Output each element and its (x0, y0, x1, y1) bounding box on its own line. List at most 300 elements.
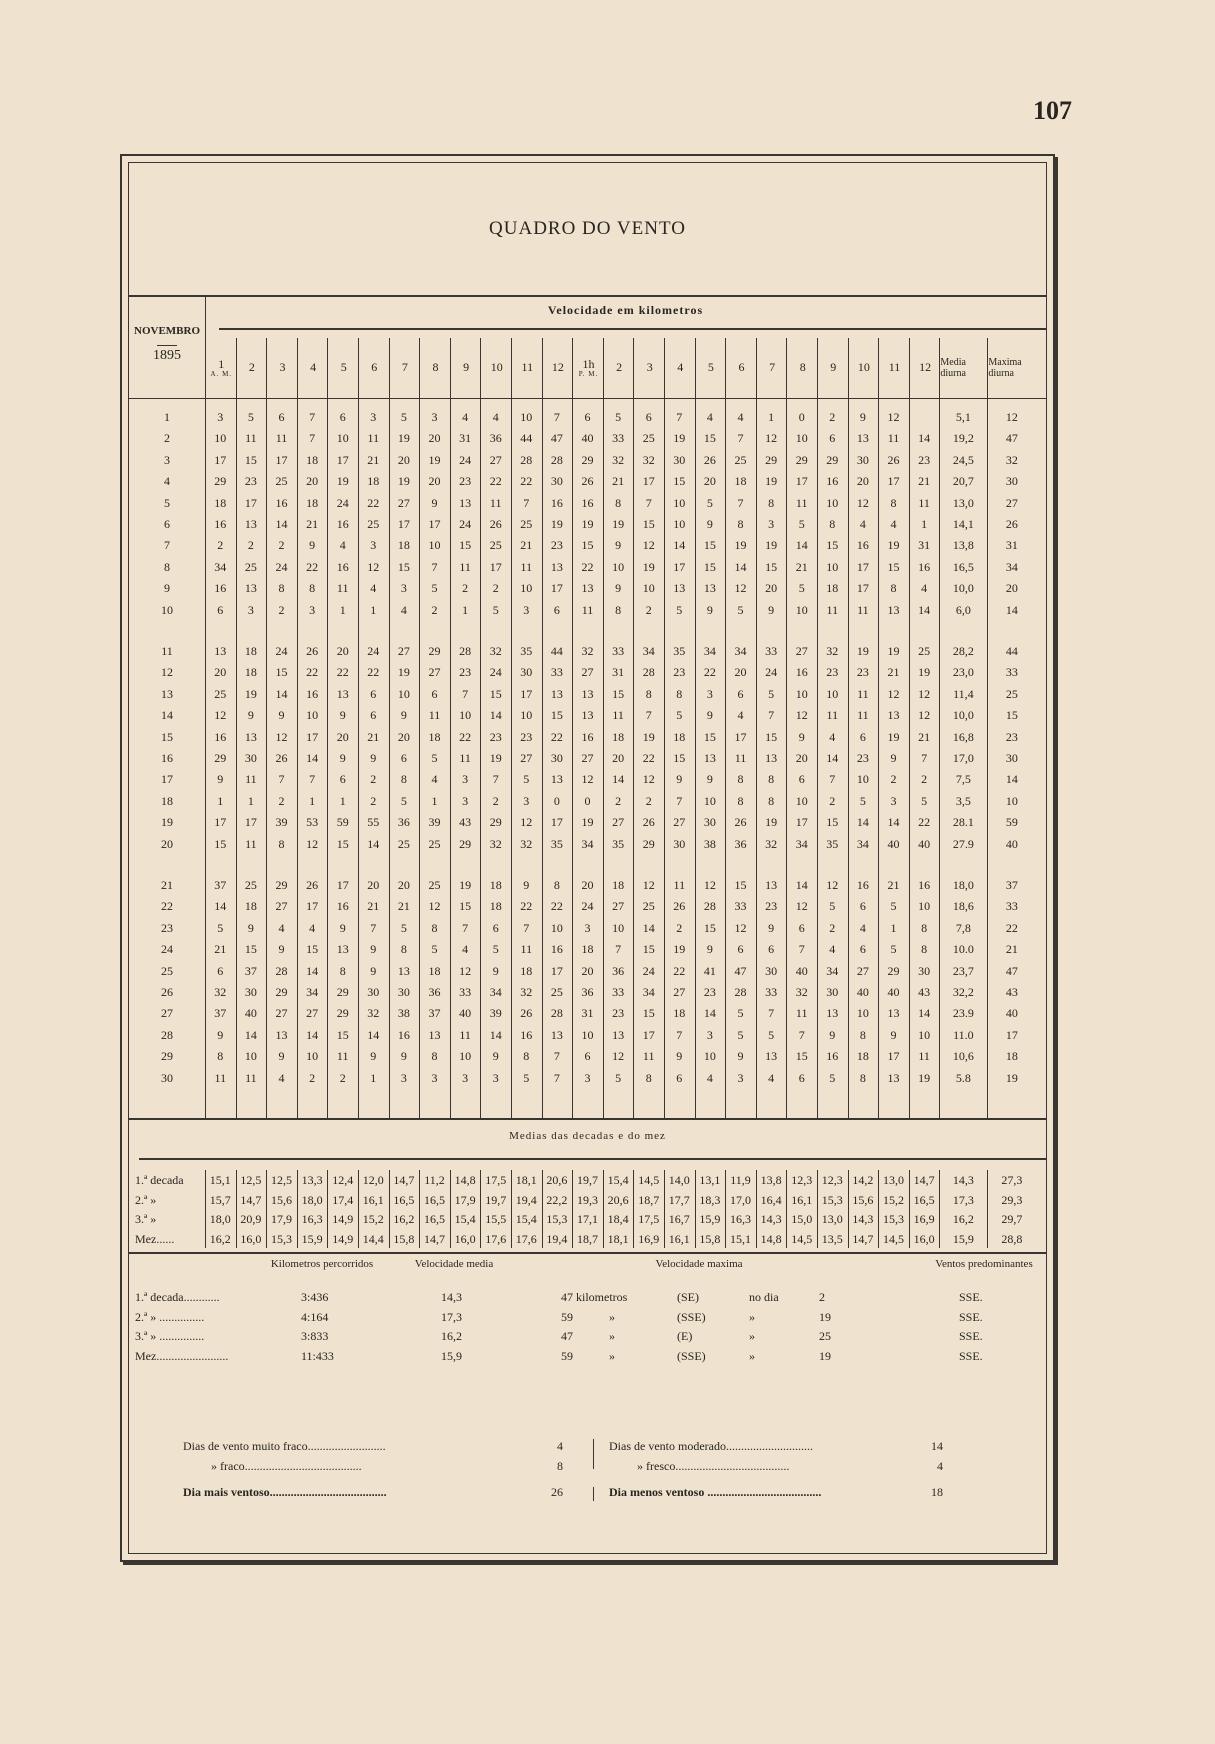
value-cell: 2 (829, 920, 836, 935)
value-cell: 6 (798, 772, 805, 787)
value-cell: 7 (768, 708, 775, 723)
value-cell: 37 (214, 1006, 227, 1021)
value-cell: 35 (612, 836, 625, 851)
value-cell: 27 (275, 899, 288, 914)
value-cell: 14 (214, 899, 227, 914)
value-cell: 23 (856, 665, 869, 680)
maxima-cell: 19 (1005, 1070, 1018, 1085)
day-cell: 2 (164, 431, 170, 446)
value-cell: 2 (217, 538, 224, 553)
value-cell: 7 (309, 772, 316, 787)
value-cell: 22 (520, 899, 533, 914)
summary-vmax: 47 kilometros (561, 1290, 628, 1304)
maxima-cell: 10 (1005, 793, 1018, 808)
value-cell: 0 (553, 793, 560, 808)
value-cell: 1 (247, 793, 254, 808)
value-cell: 19 (887, 644, 900, 658)
value-cell: 2 (492, 793, 499, 808)
hour-header (786, 338, 818, 398)
value-cell: 39 (275, 815, 288, 830)
value-cell: 15 (887, 559, 900, 574)
value-cell: 19 (581, 517, 594, 531)
summary-row (129, 1349, 1046, 1368)
value-cell: 25 (275, 474, 288, 489)
value-cell: 23 (673, 665, 686, 680)
value-cell: 3 (706, 1027, 713, 1042)
value-cell: 2 (645, 602, 652, 617)
hour-header (817, 338, 849, 398)
means-media-cell: 16,2 (952, 1212, 974, 1226)
value-cell: 9 (278, 708, 285, 723)
value-cell: 6 (798, 920, 805, 935)
value-cell: 10 (244, 1049, 257, 1064)
maxima-cell: 17 (1005, 1027, 1018, 1042)
means-title: Medias das decadas e do mez (509, 1130, 666, 1142)
value-cell: 16 (856, 878, 869, 892)
value-cell: 5 (523, 772, 530, 787)
means-maxima-cell: 28,8 (1001, 1231, 1023, 1246)
divider (129, 1118, 1046, 1120)
value-cell: 38 (397, 1006, 410, 1021)
value-cell: 16 (795, 665, 808, 680)
value-cell: 34 (703, 644, 716, 658)
day-cell: 29 (161, 1049, 173, 1064)
divider (389, 1170, 390, 1248)
value-cell: 25 (244, 559, 257, 574)
summary-dia: 2 (819, 1290, 825, 1304)
means-cell: 14,7 (240, 1192, 262, 1207)
means-cell: 13,1 (699, 1173, 721, 1187)
fraco-value: 8 (557, 1459, 563, 1473)
moderado-label: Dias de vento moderado............................. (609, 1439, 813, 1453)
value-cell: 32 (520, 985, 533, 999)
divider (205, 398, 206, 1118)
hour-label: 3 (279, 360, 286, 375)
menos-ventoso-value: 18 (931, 1485, 943, 1499)
value-cell: 10 (673, 495, 686, 510)
divider (450, 1170, 451, 1248)
value-cell: 27 (397, 495, 410, 510)
value-cell: 3 (370, 538, 377, 553)
muito-fraco-value: 4 (557, 1439, 563, 1453)
means-cell: 13,0 (821, 1212, 843, 1226)
value-cell: 17 (795, 474, 808, 489)
value-cell: 8 (400, 942, 407, 957)
divider (480, 1170, 481, 1248)
summary-dia: 25 (819, 1329, 831, 1343)
value-cell: 11 (459, 751, 471, 765)
value-cell: 13 (826, 1006, 839, 1021)
value-cell: 21 (397, 899, 410, 914)
day-cell: 17 (161, 772, 173, 787)
value-cell: 30 (244, 751, 257, 765)
value-cell: 6 (339, 410, 346, 424)
value-cell: 6 (278, 410, 285, 424)
value-cell: 12 (765, 431, 778, 446)
day-cell: 15 (161, 729, 173, 744)
value-cell: 12 (306, 836, 319, 851)
means-cell: 16,7 (668, 1212, 690, 1226)
means-cell: 17,0 (729, 1192, 751, 1207)
value-cell: 11 (336, 1049, 349, 1064)
means-cell: 14,7 (393, 1173, 415, 1187)
value-cell: 12 (734, 920, 747, 935)
means-cell: 12,5 (240, 1173, 262, 1187)
value-cell: 6 (645, 410, 652, 424)
value-cell: 23 (459, 665, 472, 680)
means-cell: 15,2 (882, 1192, 904, 1207)
value-cell: 20 (306, 474, 319, 489)
means-cell: 13,8 (760, 1173, 782, 1187)
value-cell: 28 (642, 665, 655, 680)
value-cell: 32 (489, 644, 502, 658)
value-cell: 20 (367, 878, 380, 892)
value-cell: 11 (245, 772, 257, 787)
divider (695, 398, 696, 1118)
value-cell: 1 (370, 602, 377, 617)
divider (572, 1170, 573, 1248)
maxima-cell: 47 (1005, 963, 1018, 978)
value-cell: 16 (336, 517, 349, 531)
value-cell: 21 (612, 474, 625, 489)
value-cell: 19 (918, 1070, 931, 1085)
value-cell: 5 (890, 899, 897, 914)
value-cell: 36 (397, 815, 410, 830)
value-cell: 4 (492, 410, 499, 424)
day-cell: 10 (161, 602, 173, 617)
divider (419, 398, 420, 1118)
value-cell: 13 (397, 963, 410, 978)
value-cell: 28 (520, 452, 533, 467)
value-cell: 5 (492, 602, 499, 617)
value-cell: 15 (703, 920, 716, 935)
value-cell: 6 (400, 751, 407, 765)
value-cell: 16 (214, 581, 227, 596)
value-cell: 14 (856, 815, 869, 830)
value-cell: 12 (887, 410, 900, 424)
value-cell: 19 (734, 538, 747, 553)
summary-vmax: 59 (561, 1348, 573, 1363)
divider (817, 398, 818, 1118)
summary-vm: 14,3 (441, 1290, 462, 1304)
value-cell: 4 (859, 920, 866, 935)
value-cell: 27 (520, 751, 533, 765)
hour-header (542, 338, 574, 398)
maxima-cell: 33 (1005, 899, 1018, 914)
value-cell: 3 (462, 1070, 469, 1085)
summary-unit: » (609, 1309, 615, 1324)
divider (786, 398, 787, 1118)
value-cell: 2 (492, 581, 499, 596)
value-cell: 22 (581, 559, 594, 574)
value-cell: 27 (581, 665, 594, 680)
value-cell: 5 (400, 410, 407, 424)
value-cell: 14 (306, 963, 319, 978)
divider (756, 398, 757, 1118)
value-cell: 3 (768, 517, 775, 531)
value-cell: 26 (275, 751, 288, 765)
value-cell: 6 (584, 410, 591, 424)
value-cell: 33 (550, 665, 563, 680)
value-cell: 30 (367, 985, 380, 999)
value-cell: 10 (826, 495, 839, 510)
value-cell: 30 (703, 815, 716, 830)
value-cell: 3 (706, 686, 713, 701)
value-cell: 3 (431, 410, 438, 424)
value-cell: 12 (520, 815, 533, 830)
value-cell: 25 (918, 644, 931, 658)
means-cell: 15,6 (270, 1192, 292, 1207)
value-cell: 12 (612, 1049, 625, 1064)
value-cell: 1 (370, 1070, 377, 1085)
value-cell: 26 (673, 899, 686, 914)
value-cell: 13 (244, 729, 257, 744)
hour-header (878, 338, 910, 398)
value-cell: 5 (798, 581, 805, 596)
value-cell: 37 (214, 878, 227, 892)
value-cell: 7 (737, 495, 744, 510)
value-cell: 10 (550, 920, 563, 935)
maxima-cell: 40 (1005, 1006, 1018, 1021)
value-cell: 15 (826, 815, 839, 830)
value-cell: 18 (244, 644, 257, 658)
value-cell: 17 (550, 581, 563, 596)
value-cell: 14 (918, 602, 931, 617)
value-cell: 17 (306, 899, 319, 914)
value-cell: 14 (612, 772, 625, 787)
divider (358, 1170, 359, 1248)
value-cell: 11 (275, 431, 288, 446)
value-cell: 12 (275, 729, 288, 744)
value-cell: 7 (462, 686, 469, 701)
value-cell: 20 (765, 581, 778, 596)
value-cell: 13 (612, 1027, 625, 1042)
value-cell: 34 (214, 559, 227, 574)
value-cell: 34 (306, 985, 319, 999)
value-cell: 8 (890, 581, 897, 596)
value-cell: 11 (857, 708, 869, 723)
value-cell: 22 (673, 963, 686, 978)
value-cell: 20 (397, 729, 410, 744)
value-cell: 10 (581, 1027, 594, 1042)
means-cell: 17,9 (270, 1212, 292, 1226)
value-cell: 34 (489, 985, 502, 999)
value-cell: 7 (492, 772, 499, 787)
table-title: QUADRO DO VENTO (129, 163, 1046, 297)
value-cell: 34 (642, 644, 655, 658)
value-cell: 26 (642, 815, 655, 830)
value-cell: 11 (459, 1027, 471, 1042)
value-cell: 18 (673, 1006, 686, 1021)
value-cell: 3 (247, 602, 254, 617)
value-cell: 14 (795, 878, 808, 892)
value-cell: 7 (523, 920, 530, 935)
value-cell: 17 (734, 729, 747, 744)
value-cell: 15 (795, 1049, 808, 1064)
value-cell: 10 (856, 772, 869, 787)
value-cell: 7 (921, 751, 928, 765)
value-cell: 17 (642, 474, 655, 489)
value-cell: 23 (856, 751, 869, 765)
means-cell: 19,4 (515, 1192, 537, 1207)
value-cell: 15 (397, 559, 410, 574)
media-cell: 5,1 (955, 410, 971, 424)
divider (236, 1170, 237, 1248)
value-cell: 24 (367, 644, 380, 658)
hour-label: 8 (432, 360, 439, 375)
value-cell: 28 (734, 985, 747, 999)
value-cell: 44 (550, 644, 563, 658)
divider (939, 398, 940, 1118)
means-cell: 20,6 (607, 1192, 629, 1207)
value-cell: 33 (734, 899, 747, 914)
value-cell: 23 (459, 474, 472, 489)
value-cell: 14 (489, 1027, 502, 1042)
means-media-cell: 15,9 (952, 1231, 974, 1246)
means-cell: 12,0 (362, 1173, 384, 1187)
means-maxima-cell: 29,7 (1001, 1212, 1023, 1226)
value-cell: 21 (795, 559, 808, 574)
value-cell: 10 (673, 517, 686, 531)
value-cell: 12 (918, 708, 931, 723)
value-cell: 1 (890, 920, 897, 935)
value-cell: 15 (765, 729, 778, 744)
value-cell: 47 (550, 431, 563, 446)
value-cell: 10 (520, 708, 533, 723)
value-cell: 10 (397, 686, 410, 701)
hour-header (450, 338, 482, 398)
value-cell: 13 (428, 1027, 441, 1042)
divider (480, 398, 481, 1118)
day-cell: 30 (161, 1070, 173, 1085)
value-cell: 23 (520, 729, 533, 744)
value-cell: 5 (400, 793, 407, 808)
value-cell: 17 (673, 559, 686, 574)
value-cell: 1 (339, 793, 346, 808)
value-cell: 11 (826, 708, 839, 723)
value-cell: 32 (795, 985, 808, 999)
value-cell: 3 (462, 772, 469, 787)
value-cell: 9 (278, 1049, 285, 1064)
hour-label: 11 (521, 360, 534, 375)
value-cell: 29 (336, 1006, 349, 1021)
value-cell: 25 (520, 517, 533, 531)
media-cell: 10.0 (952, 942, 974, 957)
hour-header (297, 338, 329, 398)
value-cell: 17 (520, 686, 533, 701)
value-cell: 10 (826, 686, 839, 701)
maxima-cell: 44 (1005, 644, 1018, 658)
value-cell: 8 (523, 1049, 530, 1064)
fresco-label: » fresco...................................... (637, 1459, 790, 1473)
value-cell: 5 (921, 793, 928, 808)
value-cell: 22 (550, 899, 563, 914)
value-cell: 9 (309, 538, 316, 553)
value-cell: 34 (856, 836, 869, 851)
value-cell: 17 (397, 517, 410, 531)
value-cell: 29 (489, 815, 502, 830)
value-cell: 30 (550, 474, 563, 489)
hour-header (389, 338, 421, 398)
day-cell: 21 (161, 878, 173, 892)
value-cell: 8 (737, 793, 744, 808)
day-cell: 23 (161, 920, 173, 935)
maxima-cell: 37 (1005, 878, 1018, 892)
value-cell: 3 (217, 410, 224, 424)
means-cell: 14,8 (760, 1231, 782, 1246)
maxima-cell: 21 (1005, 942, 1018, 957)
value-cell: 2 (645, 793, 652, 808)
value-cell: 14 (275, 686, 288, 701)
value-cell: 8 (890, 495, 897, 510)
value-cell: 37 (428, 1006, 441, 1021)
value-cell: 32 (642, 452, 655, 467)
value-cell: 12 (428, 899, 441, 914)
value-cell: 9 (890, 751, 897, 765)
value-cell: 8 (339, 963, 346, 978)
value-cell: 20 (214, 665, 227, 680)
value-cell: 40 (887, 985, 900, 999)
value-cell: 20 (428, 431, 441, 446)
value-cell: 17 (336, 878, 349, 892)
fresco-value: 4 (937, 1459, 943, 1473)
value-cell: 9 (768, 602, 775, 617)
value-cell: 2 (370, 793, 377, 808)
value-cell: 40 (459, 1006, 472, 1021)
value-cell: 14 (734, 559, 747, 574)
value-cell: 15 (459, 899, 472, 914)
value-cell: 17 (550, 815, 563, 830)
day-cell: 27 (161, 1006, 173, 1021)
value-cell: 5 (615, 410, 622, 424)
value-cell: 26 (306, 644, 319, 658)
value-cell: 33 (765, 644, 778, 658)
means-cell: 16,9 (913, 1212, 935, 1226)
value-cell: 5 (492, 942, 499, 957)
means-cell: 14,5 (638, 1173, 660, 1187)
means-cell: 15,4 (607, 1173, 629, 1187)
value-cell: 11 (520, 942, 533, 957)
hour-label: 7 (401, 360, 408, 375)
day-cell: 9 (164, 581, 170, 596)
value-cell: 6 (217, 963, 224, 978)
summary-nodia: no dia (749, 1290, 779, 1304)
value-cell: 15 (673, 751, 686, 765)
value-cell: 44 (520, 431, 533, 446)
media-cell: 10,6 (952, 1049, 974, 1064)
value-cell: 13 (765, 878, 778, 892)
value-cell: 5 (217, 920, 224, 935)
value-cell: 22 (550, 729, 563, 744)
means-cell: 14,3 (760, 1212, 782, 1226)
maxima-cell: 40 (1005, 836, 1018, 851)
value-cell: 25 (244, 878, 257, 892)
means-cell: 14,8 (454, 1173, 476, 1187)
value-cell: 7 (370, 920, 377, 935)
value-cell: 11 (612, 708, 624, 723)
value-cell: 7 (829, 772, 836, 787)
media-cell: 18,0 (952, 878, 974, 892)
value-cell: 15 (703, 559, 716, 574)
hour-label: 9 (830, 360, 837, 375)
value-cell: 25 (489, 538, 502, 553)
divider (450, 398, 451, 1118)
means-cell: 14,7 (913, 1173, 935, 1187)
value-cell: 40 (244, 1006, 257, 1021)
means-label: 2.ª » (135, 1192, 157, 1207)
value-cell: 12 (703, 878, 716, 892)
divider (139, 1158, 1046, 1160)
